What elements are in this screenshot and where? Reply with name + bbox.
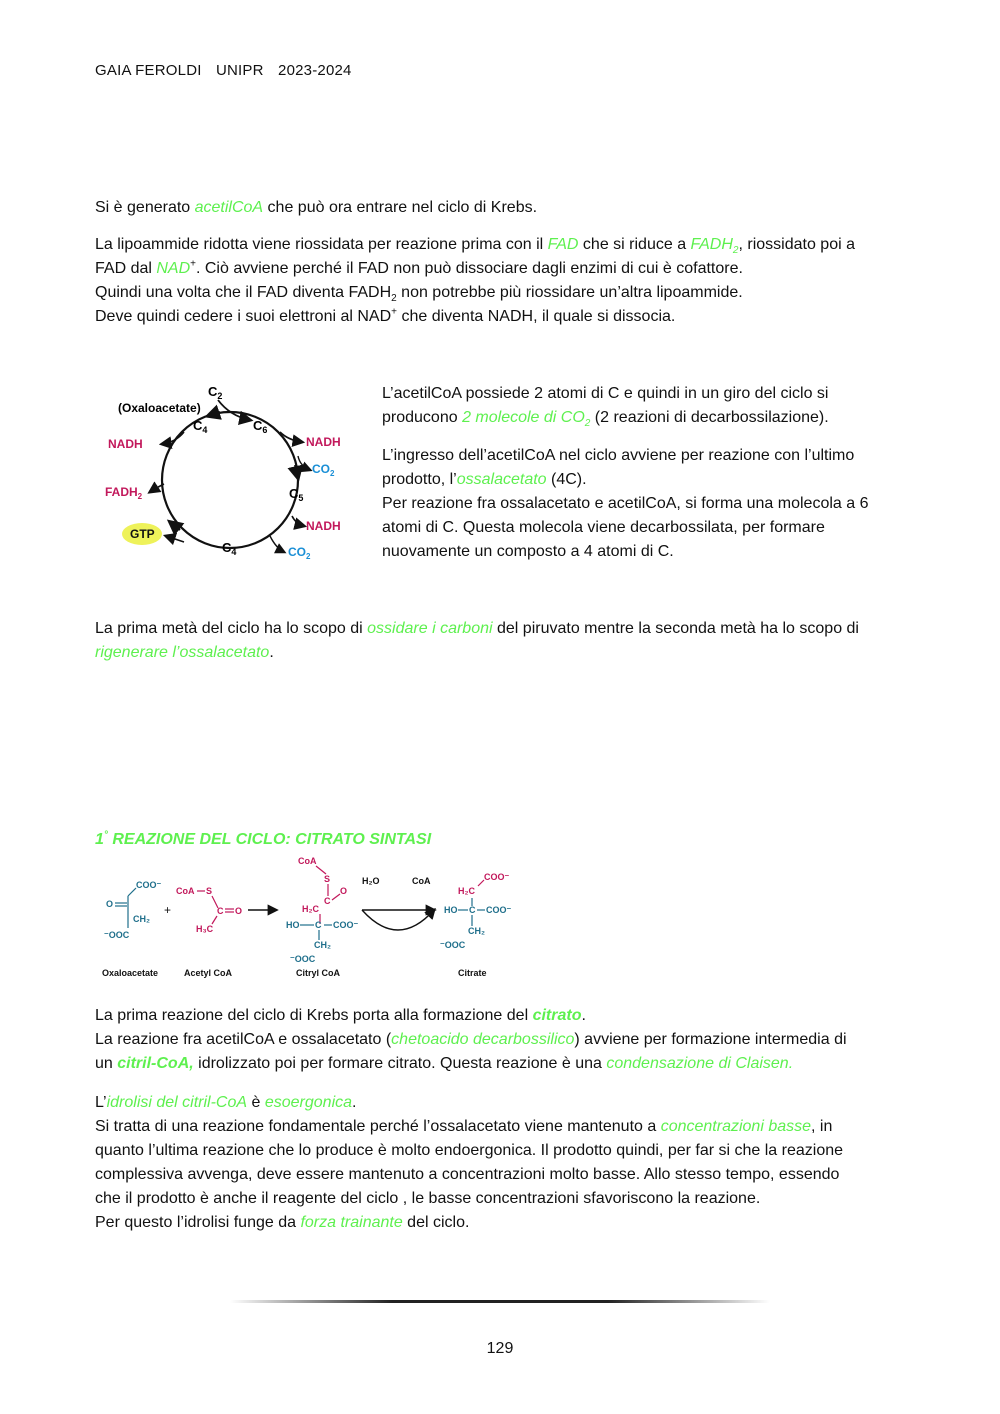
- citrate-synthase-reaction: [100, 852, 530, 984]
- svg-text:H₃C: H₃C: [196, 924, 214, 934]
- text: (4C).: [546, 471, 587, 488]
- label-acetyl-coa: Acetyl CoA: [184, 968, 233, 978]
- svg-text:C: C: [315, 920, 322, 930]
- arrow-hydrolysis-curve: [362, 910, 434, 930]
- text: del ciclo.: [402, 1214, 470, 1231]
- svg-text:C: C: [217, 906, 224, 916]
- text: L’acetilCoA possiede 2 atomi di C e quindi in un giro del ciclo si: [382, 385, 829, 402]
- label-h2o: H₂O: [362, 876, 380, 886]
- label-c2: $C_2$: [208, 384, 223, 401]
- text: La prima reazione del ciclo di Krebs porta alla formazione del: [95, 1007, 533, 1024]
- paragraph-lipoamide: [95, 233, 915, 329]
- acetyl-coa-structure: [176, 886, 242, 934]
- text: La reazione fra acetilCoA e ossalacetato (: [95, 1031, 392, 1048]
- plus-sign: +: [164, 903, 172, 917]
- text: .: [352, 1094, 357, 1111]
- text: Deve quindi cedere i suoi elettroni al NAD: [95, 308, 392, 325]
- superscript: °: [103, 829, 108, 841]
- svg-text:C: C: [324, 896, 331, 906]
- arrow-c2-entry: [218, 400, 250, 420]
- highlight-idrolisi: idrolisi del citril-CoA: [106, 1094, 248, 1111]
- highlight-fad: FAD: [547, 236, 579, 253]
- text: .: [269, 644, 274, 661]
- label-co2-2: $CO_2$: [288, 545, 311, 561]
- svg-text:CoA: CoA: [176, 886, 195, 896]
- citrate-structure: [440, 872, 512, 950]
- text: L’ingresso dell’acetilCoA nel ciclo avviene per reazione con l’ultimo: [382, 447, 855, 464]
- cycle-ring: [162, 412, 298, 548]
- label-oxaloacetate: Oxaloacetate: [102, 968, 159, 978]
- header-university: UNIPR: [215, 62, 264, 79]
- text: atomi di C. Questa molecola viene decarbossilata, per formare: [382, 519, 825, 536]
- label-c5: $C_5$: [289, 486, 304, 503]
- label-nadh-right: NADH: [306, 435, 341, 449]
- highlight-acetilcoa: acetilCoA: [194, 199, 264, 216]
- subscript: 2: [584, 418, 591, 430]
- text: La lipoammide ridotta viene riossidata per reazione prima con il: [95, 236, 548, 253]
- highlight-co2-molecules: [462, 409, 591, 430]
- text: che diventa NADH, il quale si dissocia.: [397, 308, 676, 325]
- paragraph-acetylcoa-intro: [95, 196, 915, 220]
- label-nadh-right2: NADH: [306, 519, 341, 533]
- text: producono: [382, 409, 463, 426]
- text: Quindi una volta che il FAD diventa FADH: [95, 284, 392, 301]
- section-title: REAZIONE DEL CICLO: CITRATO SINTASI: [107, 831, 432, 848]
- text: Per reazione fra ossalacetato e acetilCoA, si forma una molecola a 6: [382, 495, 869, 512]
- page-number: 129: [486, 1340, 514, 1357]
- label-fadh2: $FADH_2$: [105, 485, 143, 501]
- arrow-nadh-right2: [292, 516, 304, 526]
- footer-divider: [230, 1300, 770, 1303]
- highlight-ossidare: ossidare i carboni: [367, 620, 493, 637]
- superscript: +: [190, 258, 196, 270]
- superscript: +: [391, 306, 397, 318]
- text: La prima metà del ciclo ha lo scopo di: [95, 620, 368, 637]
- svg-text:O: O: [340, 886, 348, 896]
- svg-text:O: O: [235, 906, 243, 916]
- highlight-rigenerare: rigenerare l’ossalacetato: [95, 644, 270, 661]
- label-co2-1: $CO_2$: [312, 462, 335, 478]
- text: , riossidato poi a: [738, 236, 855, 253]
- label-coa-released: CoA: [412, 876, 431, 886]
- text: che il prodotto è anche il reagente del ciclo , le basse concentrazioni sfavoriscono la reazione.: [95, 1190, 761, 1207]
- oxaloacetate-structure: [104, 880, 162, 940]
- text: , in: [811, 1118, 833, 1135]
- text: che può ora entrare nel ciclo di Krebs.: [263, 199, 538, 216]
- text: L’: [95, 1094, 107, 1111]
- label-c4-top: $C_4$: [193, 418, 208, 435]
- label-c4-bottom: $C_4$: [222, 540, 237, 557]
- text: è: [247, 1094, 265, 1111]
- svg-text:CH₂: CH₂: [314, 940, 331, 950]
- svg-text:HO: HO: [444, 905, 458, 915]
- text: un: [95, 1055, 118, 1072]
- arrow-co2-1: [298, 456, 310, 470]
- text: prodotto, l’: [382, 471, 457, 488]
- label-citryl-coa: Citryl CoA: [296, 968, 341, 978]
- svg-text:S: S: [324, 874, 331, 884]
- svg-text:COO⁻: COO⁻: [486, 905, 512, 915]
- svg-text:⁻OOC: ⁻OOC: [104, 930, 130, 940]
- highlight-ossalacetato: ossalacetato: [456, 471, 547, 488]
- highlight-concentrazioni: concentrazioni basse: [660, 1118, 812, 1135]
- text: FAD dal: [95, 260, 157, 277]
- subscript: 2: [391, 293, 397, 305]
- highlight-chetoacido: chetoacido decarbossilico: [391, 1031, 575, 1048]
- section-heading: [95, 831, 431, 849]
- svg-text:COO⁻: COO⁻: [333, 920, 359, 930]
- svg-text:O: O: [106, 899, 114, 909]
- text: nuovamente un composto a 4 atomi di C.: [382, 543, 674, 560]
- paragraph-first-reaction: [95, 1004, 915, 1076]
- text: Si tratta di una reazione fondamentale perché l’ossalacetato viene mantenuto a: [95, 1118, 661, 1135]
- svg-text:S: S: [206, 886, 213, 896]
- svg-text:CoA: CoA: [298, 856, 317, 866]
- text: complessiva avvenga, deve essere mantenuto a concentrazioni molto basse. Allo stesso tempo, essendo: [95, 1166, 840, 1183]
- arrow-gtp: [166, 536, 184, 542]
- svg-text:H₂C: H₂C: [302, 904, 319, 914]
- section-number: 1: [95, 831, 104, 848]
- label-gtp: GTP: [130, 527, 155, 541]
- svg-text:CH₂: CH₂: [468, 926, 485, 936]
- text: del piruvato mentre la seconda metà ha lo scopo di: [492, 620, 859, 637]
- label-citrate: Citrate: [458, 968, 487, 978]
- svg-text:COO⁻: COO⁻: [484, 872, 510, 882]
- highlight-citril-coa: citril-CoA,: [117, 1055, 194, 1072]
- paragraph-cycle-halves: [95, 617, 915, 665]
- cycle-description-1: [382, 382, 902, 430]
- citryl-coa-structure: [286, 856, 359, 964]
- svg-text:HO: HO: [286, 920, 300, 930]
- text: FADH: [690, 236, 733, 253]
- svg-text:⁻OOC: ⁻OOC: [440, 940, 466, 950]
- label-c6: $C_6$: [253, 418, 268, 435]
- svg-text:C: C: [469, 905, 476, 915]
- text: Si è generato: [95, 199, 195, 216]
- text: idrolizzato poi per formare citrato. Questa reazione è una: [193, 1055, 607, 1072]
- svg-text:CH₂: CH₂: [133, 914, 150, 924]
- header-year: 2023-2024: [278, 62, 352, 79]
- text: ) avviene per formazione intermedia di: [574, 1031, 847, 1048]
- cycle-description-2: [382, 444, 902, 564]
- text: Per questo l’idrolisi funge da: [95, 1214, 301, 1231]
- arrow-co2-2: [270, 536, 284, 552]
- text: 2 molecole di CO: [462, 409, 585, 426]
- paragraph-hydrolysis: [95, 1091, 915, 1235]
- text: (2 reazioni di decarbossilazione).: [590, 409, 829, 426]
- text: . Ciò avviene perché il FAD non può dissociare dagli enzimi di cui è cofattore.: [195, 260, 743, 277]
- text: che si riduce a: [578, 236, 691, 253]
- highlight-claisen: condensazione di Claisen.: [606, 1055, 794, 1072]
- highlight-fadh2: [690, 236, 739, 257]
- highlight-forza-trainante: forza trainante: [300, 1214, 403, 1231]
- text: non potrebbe più riossidare un’altra lipoammide.: [396, 284, 743, 301]
- header-author: GAIA FEROLDI: [95, 62, 202, 79]
- svg-text:COO⁻: COO⁻: [136, 880, 162, 890]
- text: .: [581, 1007, 586, 1024]
- highlight-esoergonica: esoergonica: [264, 1094, 353, 1111]
- highlight-nad: NAD: [156, 260, 191, 277]
- krebs-cycle-diagram: [100, 380, 360, 570]
- subscript: 2: [732, 245, 739, 257]
- text: quanto l’ultima reazione che lo produce è molto endoergonica. Il prodotto quindi, per far si che la reazione: [95, 1142, 844, 1159]
- page-header: [95, 62, 362, 79]
- label-nadh-left: NADH: [108, 437, 143, 451]
- highlight-citrato: citrato: [532, 1007, 582, 1024]
- svg-text:⁻OOC: ⁻OOC: [290, 954, 316, 964]
- label-oxaloacetate: (Oxaloacetate): [118, 401, 201, 415]
- svg-text:H₂C: H₂C: [458, 886, 475, 896]
